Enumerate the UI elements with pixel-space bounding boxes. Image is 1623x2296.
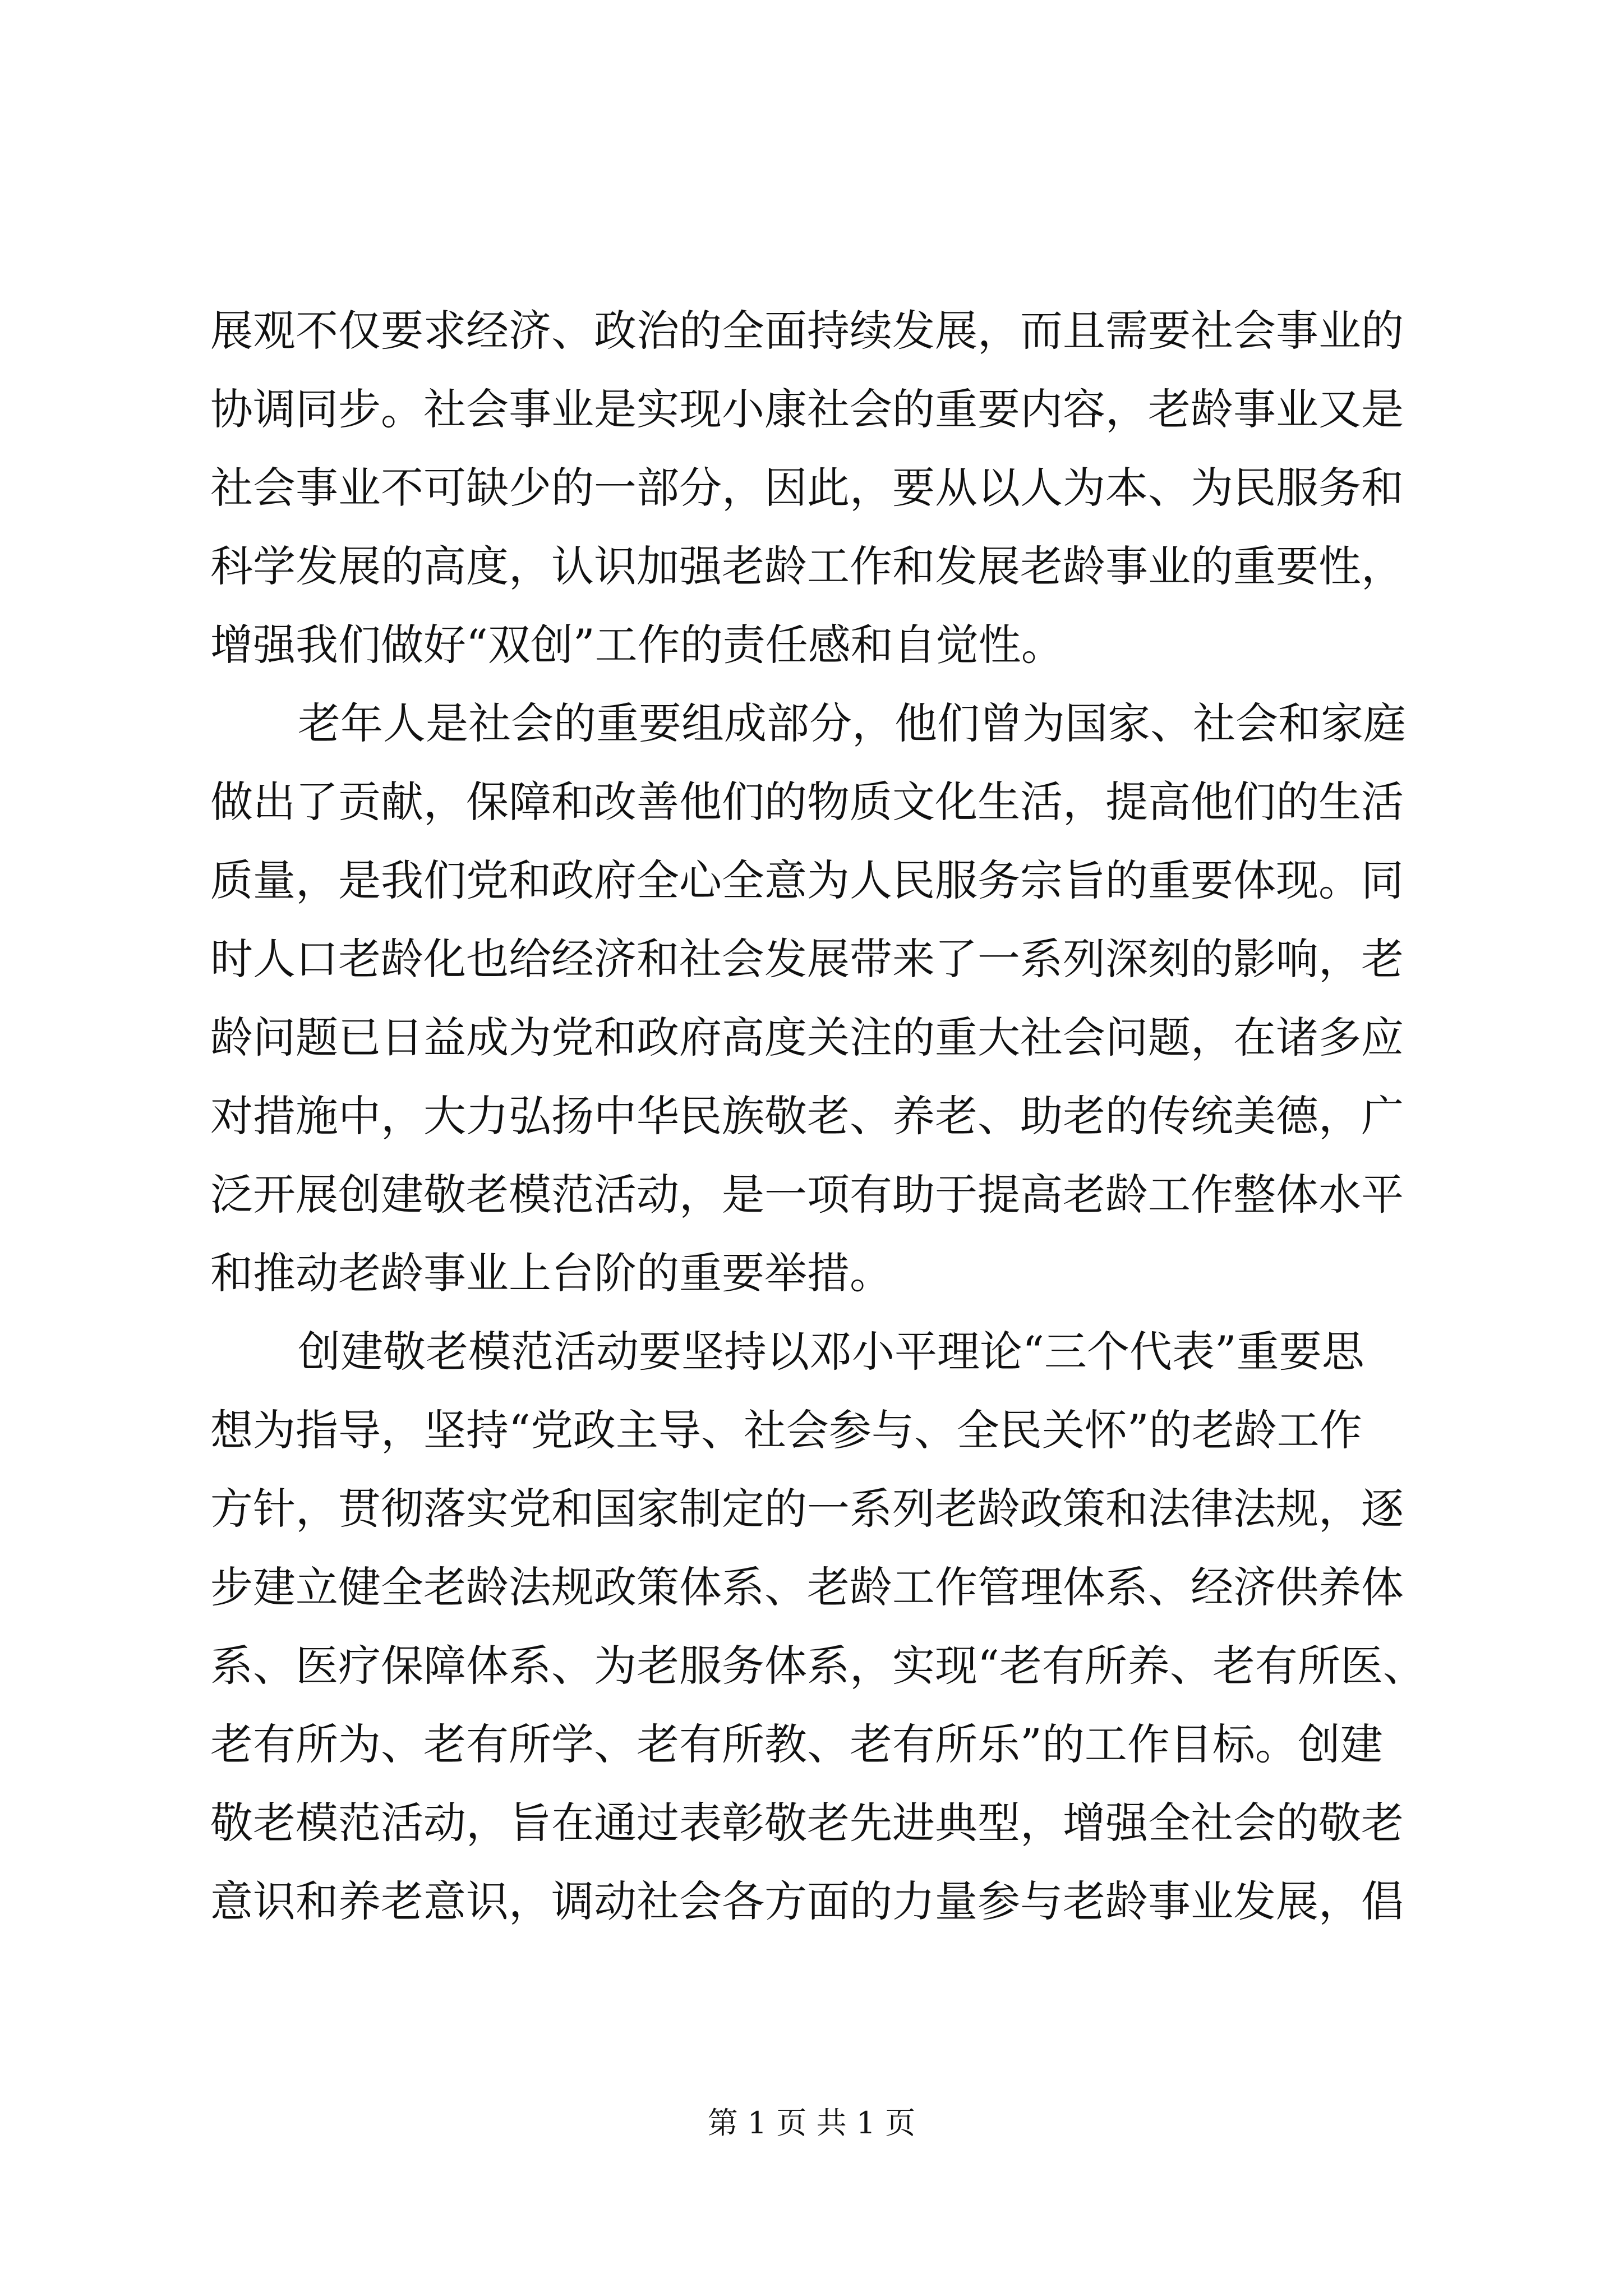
paragraph-first-line: 创建敬老模范活动要坚持以邓小平理论“三个代表”重要思: [298, 1327, 1364, 1377]
text-line: 质量，是我们党和政府全心全意为人民服务宗旨的重要体现。同: [210, 855, 1404, 905]
text-line: 老有所为、老有所学、老有所教、老有所乐”的工作目标。创建: [210, 1719, 1383, 1769]
text-line: 步建立健全老龄法规政策体系、老龄工作管理体系、经济供养体: [210, 1562, 1404, 1612]
text-line: 系、医疗保障体系、为老服务体系，实现“老有所养、老有所医、: [210, 1641, 1426, 1691]
text-line: 方针，贯彻落实党和国家制定的一系列老龄政策和法律法规，逐: [210, 1484, 1404, 1534]
page-number: 第 1 页 共 1 页: [707, 2105, 916, 2141]
text-line: 泛开展创建敬老模范活动，是一项有助于提高老龄工作整体水平: [210, 1170, 1404, 1220]
page-footer: [0, 2101, 1623, 2146]
paragraph-first-line: 老年人是社会的重要组成部分，他们曾为国家、社会和家庭: [298, 698, 1406, 748]
text-line: 对措施中，大力弘扬中华民族敬老、养老、助老的传统美德，广: [210, 1091, 1404, 1141]
document-body: [210, 292, 1430, 1941]
text-line: 增强我们做好“双创”工作的责任感和自觉性。: [210, 620, 1064, 670]
text-line: 做出了贡献，保障和改善他们的物质文化生活，提高他们的生活: [210, 777, 1404, 827]
text-line: 科学发展的高度，认识加强老龄工作和发展老龄事业的重要性，: [210, 541, 1404, 591]
text-line: 社会事业不可缺少的一部分，因此，要从以人为本、为民服务和: [210, 463, 1404, 513]
text-line: 时人口老龄化也给经济和社会发展带来了一系列深刻的影响，老: [210, 934, 1404, 984]
text-line: 意识和养老意识，调动社会各方面的力量参与老龄事业发展，倡: [210, 1876, 1404, 1926]
text-line: 想为指导，坚持“党政主导、社会参与、全民关怀”的老龄工作: [210, 1405, 1362, 1455]
text-line: 协调同步。社会事业是实现小康社会的重要内容，老龄事业又是: [210, 384, 1404, 434]
text-line: 龄问题已日益成为党和政府高度关注的重大社会问题，在诸多应: [210, 1013, 1404, 1062]
text-line: 和推动老龄事业上台阶的重要举措。: [210, 1248, 892, 1298]
text-line: 敬老模范活动，旨在通过表彰敬老先进典型，增强全社会的敬老: [210, 1798, 1404, 1848]
text-line: 展观不仅要求经济、政治的全面持续发展，而且需要社会事业的: [210, 306, 1404, 356]
